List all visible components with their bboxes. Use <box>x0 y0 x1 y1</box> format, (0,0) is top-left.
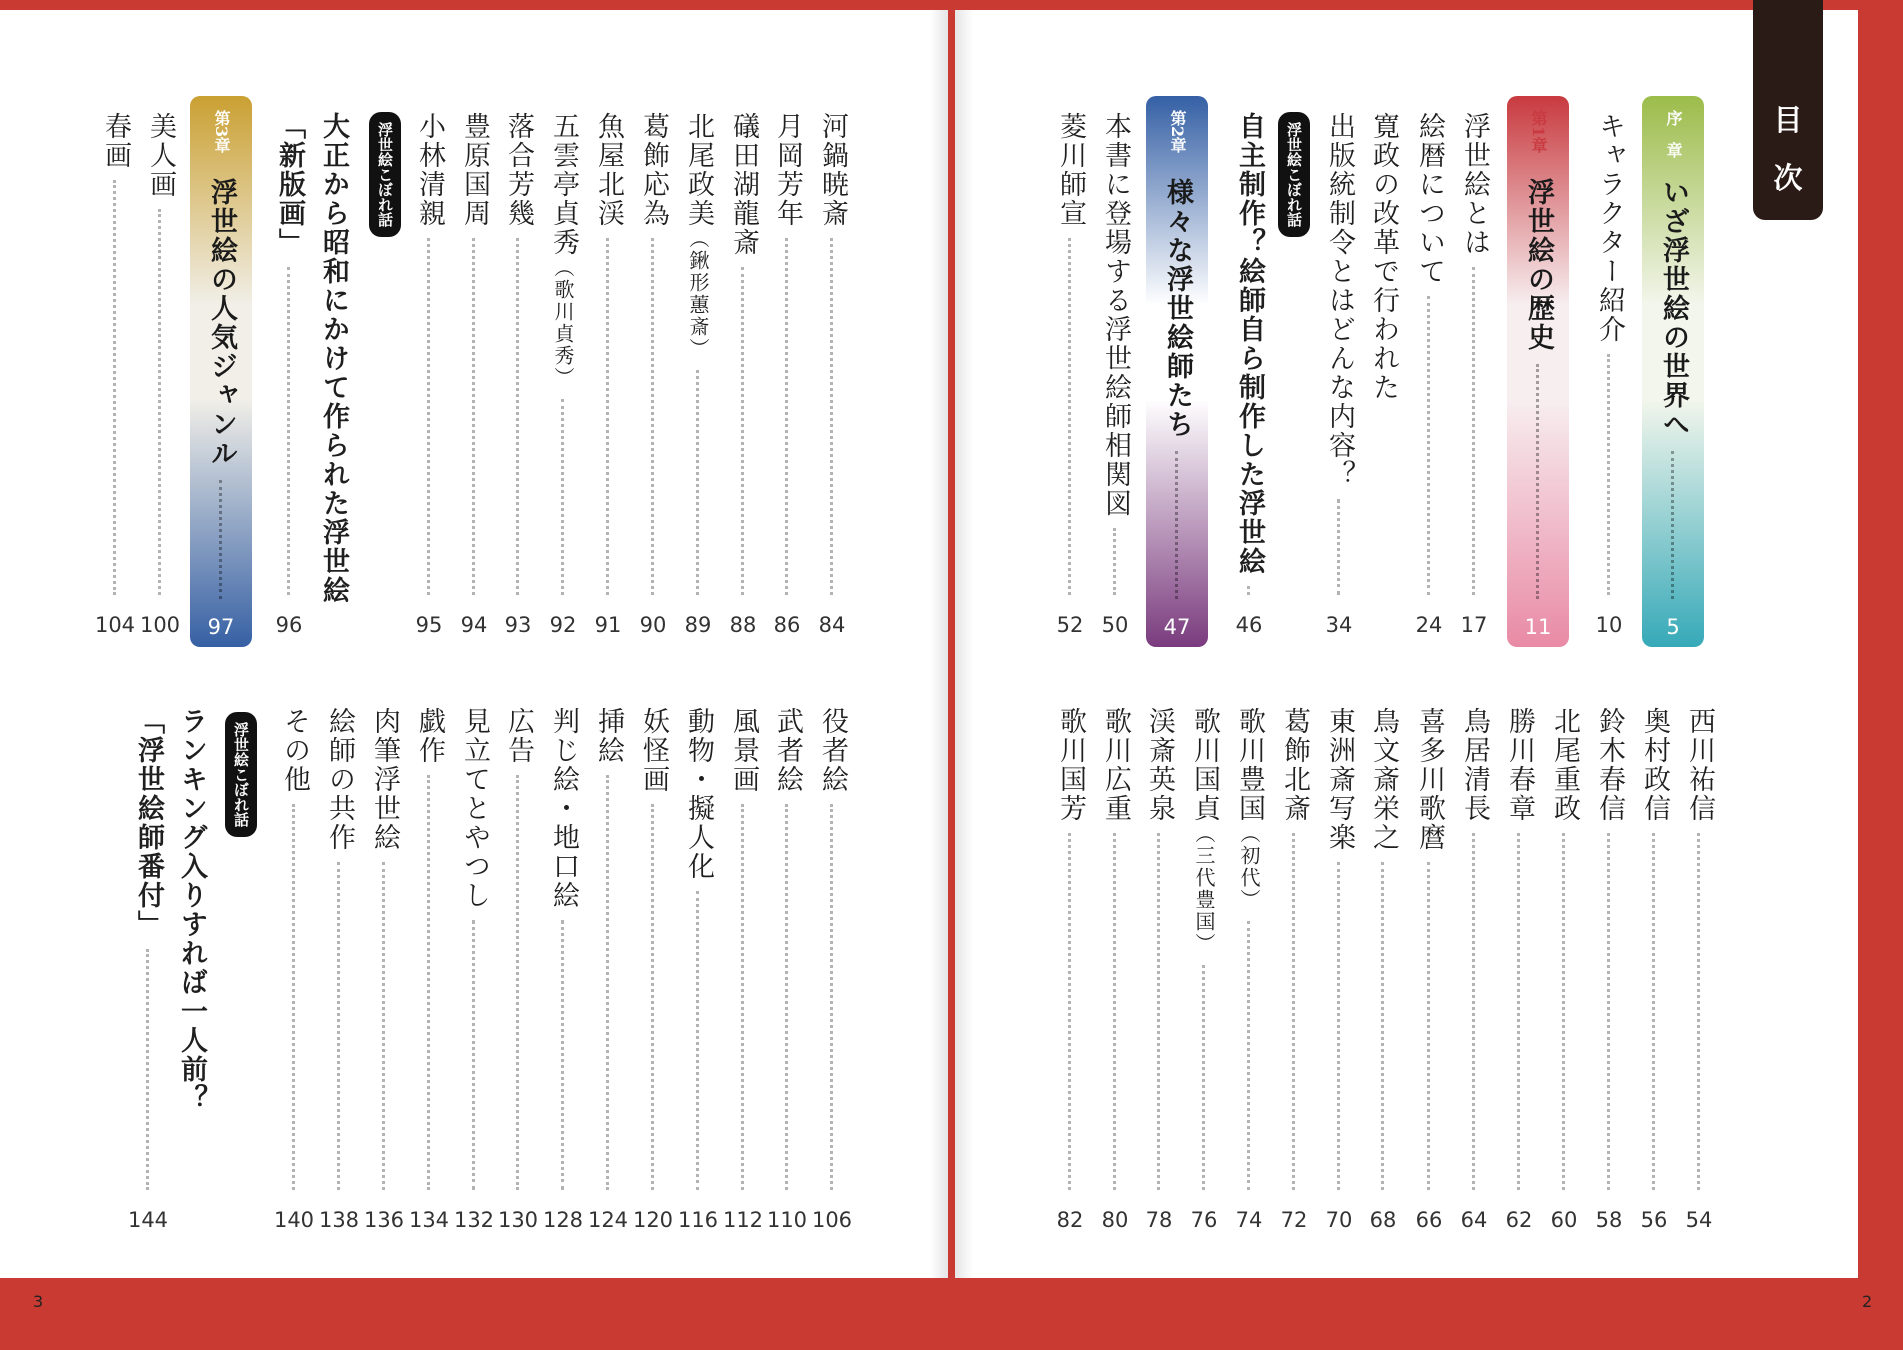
dot-leader <box>1157 833 1160 1190</box>
dot-leader <box>1068 833 1071 1190</box>
chapter-label: 第1章 <box>1529 110 1548 154</box>
dot-leader <box>382 862 385 1190</box>
entry-title-text: 落合芳幾 <box>503 112 534 228</box>
entry-title <box>1231 707 1267 911</box>
dot-leader <box>113 180 116 595</box>
chapter-band-3[interactable] <box>190 96 252 647</box>
entry-title-note: （歌川貞秀） <box>551 257 575 389</box>
entry-title-text: 見立てとやつし <box>459 707 490 910</box>
entry-title <box>411 112 447 228</box>
entry-title-text: 妖怪画 <box>638 707 669 794</box>
entry-title-text: 菱川師宣 <box>1055 112 1086 228</box>
page-number: 104 <box>94 613 136 637</box>
chapter-band-1[interactable] <box>1507 96 1569 647</box>
artist-entry[interactable] <box>814 112 850 643</box>
entry-title-text: 渓斎英泉 <box>1144 707 1175 823</box>
entry-title-text: 自主制作？絵師自ら制作した浮世絵 <box>1234 112 1265 576</box>
entry-title <box>769 707 805 794</box>
toc-entry[interactable] <box>127 707 169 1238</box>
entry-title-note: （初代） <box>1237 823 1261 911</box>
entry-title-text: 春画 <box>100 112 131 170</box>
artist-entry[interactable] <box>456 112 492 643</box>
page-number: 50 <box>1101 613 1129 637</box>
chapter-page-number: 11 <box>1524 615 1552 639</box>
entry-title <box>1456 707 1492 823</box>
entry-title <box>1681 707 1717 823</box>
dot-leader <box>1427 296 1430 595</box>
page-number: 52 <box>1056 613 1084 637</box>
dot-leader <box>741 267 744 595</box>
page-number: 136 <box>363 1208 405 1232</box>
page-number: 130 <box>497 1208 539 1232</box>
toc-entry[interactable] <box>1411 112 1447 643</box>
dot-leader <box>561 399 564 595</box>
entry-title-text: 役者絵 <box>817 707 848 794</box>
dot-leader <box>292 804 295 1190</box>
kobore-tag-2: 浮世絵こぼれ話 <box>369 112 401 237</box>
genre-entry[interactable] <box>363 707 405 1238</box>
page-number: 76 <box>1190 1208 1218 1232</box>
entry-title-text: 月岡芳年 <box>772 112 803 228</box>
artist-entry[interactable] <box>1097 707 1133 1238</box>
page-number: 56 <box>1640 1208 1668 1232</box>
dot-leader <box>606 238 609 595</box>
dot-leader <box>1247 586 1250 595</box>
entry-title <box>635 707 671 794</box>
toc-entry[interactable] <box>1052 112 1088 643</box>
dot-leader <box>219 480 222 599</box>
dot-leader <box>1337 862 1340 1190</box>
entry-title-text: 「新版画」 <box>274 112 305 257</box>
artist-entry[interactable] <box>1411 707 1447 1238</box>
entry-title-text: 北尾政美 <box>683 112 714 228</box>
entry-title <box>456 707 492 910</box>
genre-entry[interactable] <box>632 707 674 1238</box>
entry-title <box>814 112 850 228</box>
page-number: 46 <box>1235 613 1263 637</box>
page-number: 72 <box>1280 1208 1308 1232</box>
page-number: 116 <box>677 1208 719 1232</box>
entry-title-text: キャラクター紹介 <box>1594 112 1625 344</box>
dot-leader <box>1517 833 1520 1190</box>
entry-title-text: 浮世絵とは <box>1459 112 1490 257</box>
page-number: 10 <box>1595 613 1623 637</box>
artist-entry[interactable] <box>1636 707 1672 1238</box>
entry-title <box>97 112 133 170</box>
dot-leader <box>427 775 430 1190</box>
dot-leader <box>1113 528 1116 595</box>
entry-title <box>1591 707 1627 823</box>
entry-title <box>271 112 307 257</box>
artist-entry[interactable] <box>769 112 805 643</box>
page-number: 24 <box>1415 613 1443 637</box>
page-number: 93 <box>504 613 532 637</box>
chapter-title: 様々な浮世絵師たち <box>1162 178 1193 439</box>
dot-leader <box>472 920 475 1190</box>
chapter-band-jo[interactable] <box>1642 96 1704 647</box>
dot-leader <box>1202 965 1205 1190</box>
entry-title-text: 豊原国周 <box>459 112 490 228</box>
page-number: 88 <box>729 613 757 637</box>
dot-leader <box>696 370 699 595</box>
dot-leader <box>1113 833 1116 1190</box>
genre-entry[interactable] <box>497 707 539 1238</box>
genre-entry[interactable] <box>811 707 853 1238</box>
entry-title <box>590 707 626 765</box>
dot-leader <box>516 775 519 1190</box>
entry-title-note: （鍬形蕙斎） <box>686 228 710 360</box>
entry-title <box>1097 707 1133 823</box>
chapter-page-number: 5 <box>1666 615 1680 639</box>
artist-entry[interactable] <box>1052 707 1088 1238</box>
entry-title <box>500 707 536 765</box>
entry-title-text: 挿絵 <box>593 707 624 765</box>
right-page <box>955 10 1858 1278</box>
page-number-left: 3 <box>33 1292 44 1311</box>
dot-leader <box>1697 833 1700 1190</box>
entry-title <box>366 707 402 852</box>
dot-leader <box>146 949 149 1190</box>
page-number: 74 <box>1235 1208 1263 1232</box>
entry-title <box>725 112 761 257</box>
entry-title <box>1365 707 1401 852</box>
entry-title <box>545 707 581 910</box>
dot-leader <box>1247 921 1250 1190</box>
toc-entry[interactable] <box>271 112 307 643</box>
entry-title <box>500 112 536 228</box>
chapter-title: いざ浮世絵の世界へ <box>1658 178 1689 439</box>
chapter-label: 序 章 <box>1664 110 1683 158</box>
page-number: 66 <box>1415 1208 1443 1232</box>
genre-entry[interactable] <box>542 707 584 1238</box>
kobore-tag-1: 浮世絵こぼれ話 <box>1278 112 1310 237</box>
entry-title-text: 「浮世絵師番付」 <box>133 707 164 939</box>
entry-title-text: 動物・擬人化 <box>683 707 714 881</box>
entry-title <box>1097 112 1133 518</box>
chapter-label: 第2章 <box>1168 110 1187 154</box>
entry-title <box>1501 707 1537 823</box>
dot-leader <box>830 804 833 1190</box>
page-number: 128 <box>542 1208 584 1232</box>
entry-title-text: 歌川国貞 <box>1189 707 1220 823</box>
chapter-page-number: 47 <box>1163 615 1191 639</box>
dot-leader <box>1175 451 1178 599</box>
entry-title <box>1052 707 1088 823</box>
entry-title-text: 勝川春章 <box>1504 707 1535 823</box>
entry-title: ランキング入りすれば一人前？ <box>176 707 207 1113</box>
chapter-band-2[interactable] <box>1146 96 1208 647</box>
page-number: 94 <box>460 613 488 637</box>
page-number: 112 <box>722 1208 764 1232</box>
contents-heading-char-1: 目 <box>1773 103 1803 137</box>
chapter-label: 第3章 <box>212 110 231 154</box>
page-number: 70 <box>1325 1208 1353 1232</box>
page-number: 106 <box>811 1208 853 1232</box>
entry-title-text: 出版統制令とはどんな内容？ <box>1324 112 1355 489</box>
dot-leader <box>741 804 744 1190</box>
entry-title <box>1276 707 1312 823</box>
dot-leader <box>1427 862 1430 1190</box>
artist-entry[interactable] <box>1456 707 1492 1238</box>
page-number: 68 <box>1369 1208 1397 1232</box>
entry-title <box>1141 707 1177 823</box>
dot-leader <box>1536 364 1539 599</box>
entry-title <box>545 112 581 389</box>
entry-title <box>1456 112 1492 257</box>
entry-title-text: 武者絵 <box>772 707 803 794</box>
entry-title-text: 判じ絵・地口絵 <box>548 707 579 910</box>
page-number: 82 <box>1056 1208 1084 1232</box>
artist-entry[interactable] <box>411 112 447 643</box>
dot-leader <box>1381 862 1384 1190</box>
artist-entry[interactable] <box>1276 707 1312 1238</box>
page-number: 144 <box>127 1208 169 1232</box>
entry-title-text: 河鍋暁斎 <box>817 112 848 228</box>
entry-title-text: 鳥居清長 <box>1459 707 1490 823</box>
genre-entry[interactable] <box>453 707 495 1238</box>
entry-title-text: 小林清親 <box>414 112 445 228</box>
genre-entry[interactable] <box>273 707 315 1238</box>
entry-title <box>1321 112 1357 489</box>
dot-leader <box>158 209 161 595</box>
toc-entry[interactable] <box>1097 112 1133 643</box>
artist-entry[interactable] <box>1141 707 1177 1238</box>
entry-title-note: （三代豊国） <box>1192 823 1216 955</box>
page-number: 124 <box>587 1208 629 1232</box>
entry-title-text: 北尾重政 <box>1549 707 1580 823</box>
artist-entry[interactable] <box>1591 707 1627 1238</box>
dot-leader <box>830 238 833 595</box>
page-number: 84 <box>818 613 846 637</box>
dot-leader <box>1607 833 1610 1190</box>
dot-leader <box>606 775 609 1190</box>
entry-title <box>680 112 716 360</box>
artist-entry[interactable] <box>500 112 536 643</box>
toc-entry[interactable] <box>94 112 136 643</box>
entry-title <box>635 112 671 228</box>
dot-leader <box>1607 354 1610 595</box>
artist-entry[interactable] <box>1231 707 1267 1238</box>
toc-entry[interactable] <box>1591 112 1627 643</box>
artist-entry[interactable] <box>1681 707 1717 1238</box>
artist-entry[interactable] <box>545 112 581 643</box>
entry-title <box>1591 112 1627 344</box>
dot-leader <box>1337 499 1340 595</box>
entry-title <box>1411 707 1447 852</box>
entry-title-text: 歌川広重 <box>1100 707 1131 823</box>
entry-title-text: 美人画 <box>145 112 176 199</box>
entry-title-text: 鳥文斎栄之 <box>1368 707 1399 852</box>
page-number: 110 <box>766 1208 808 1232</box>
entry-title-text: 東洲斎写楽 <box>1324 707 1355 852</box>
page-number: 17 <box>1460 613 1488 637</box>
artist-entry[interactable] <box>725 112 761 643</box>
dot-leader <box>1562 833 1565 1190</box>
entry-title-text: 西川祐信 <box>1684 707 1715 823</box>
dot-leader <box>1472 267 1475 595</box>
dot-leader <box>1472 833 1475 1190</box>
page-number: 91 <box>594 613 622 637</box>
entry-title-text: 風景画 <box>728 707 759 794</box>
entry-title-text: 広告 <box>503 707 534 765</box>
entry-title-text: 肉筆浮世絵 <box>369 707 400 852</box>
entry-title <box>1365 112 1401 402</box>
page-number: 138 <box>318 1208 360 1232</box>
dot-leader <box>1068 238 1071 595</box>
page-number: 100 <box>139 613 181 637</box>
page-number: 86 <box>773 613 801 637</box>
genre-entry[interactable] <box>587 707 629 1238</box>
page-number: 78 <box>1145 1208 1173 1232</box>
entry-title <box>1321 707 1357 852</box>
dot-leader <box>1292 833 1295 1190</box>
entry-title <box>814 707 850 794</box>
entry-title <box>411 707 447 765</box>
page-number: 132 <box>453 1208 495 1232</box>
kobore-tag-3: 浮世絵こぼれ話 <box>225 712 257 837</box>
genre-entry[interactable] <box>408 707 450 1238</box>
page-number: 34 <box>1325 613 1353 637</box>
genre-entry[interactable] <box>722 707 764 1238</box>
page-number: 120 <box>632 1208 674 1232</box>
entry-title <box>1186 707 1222 955</box>
page-number-right: 2 <box>1862 1292 1873 1311</box>
entry-title-text: 魚屋北渓 <box>593 112 624 228</box>
entry-title <box>276 707 312 794</box>
page-number: 58 <box>1595 1208 1623 1232</box>
page-number: 62 <box>1505 1208 1533 1232</box>
entry-title <box>590 112 626 228</box>
entry-title <box>1411 112 1447 286</box>
dot-leader <box>516 238 519 595</box>
genre-entry[interactable] <box>318 707 360 1238</box>
entry-title-text: その他 <box>279 707 310 794</box>
entry-title <box>1546 707 1582 823</box>
entry-title-text: 葛飾応為 <box>638 112 669 228</box>
page-number: 92 <box>549 613 577 637</box>
entry-title <box>1231 112 1267 576</box>
artist-entry[interactable] <box>680 112 716 643</box>
entry-title-text: 絵師の共作 <box>324 707 355 852</box>
page-number: 89 <box>684 613 712 637</box>
artist-entry[interactable] <box>1365 707 1401 1238</box>
dot-leader <box>1652 833 1655 1190</box>
page-number: 80 <box>1101 1208 1129 1232</box>
artist-entry[interactable] <box>1186 707 1222 1238</box>
artist-entry[interactable] <box>635 112 671 643</box>
entry-title <box>725 707 761 794</box>
toc-entry[interactable] <box>1456 112 1492 643</box>
entry-title-text: 奥村政信 <box>1639 707 1670 823</box>
chapter-page-number: 97 <box>207 615 235 639</box>
dot-leader <box>651 238 654 595</box>
entry-title <box>321 707 357 852</box>
entry-title <box>680 707 716 881</box>
dot-leader <box>785 804 788 1190</box>
entry-title <box>1636 707 1672 823</box>
page-number: 54 <box>1685 1208 1713 1232</box>
entry-title-text: 礒田湖龍斎 <box>728 112 759 257</box>
entry-title-text: 寛政の改革で行われた <box>1368 112 1399 402</box>
artist-entry[interactable] <box>1321 707 1357 1238</box>
artist-entry[interactable] <box>1546 707 1582 1238</box>
dot-leader <box>696 891 699 1190</box>
contents-heading-tab <box>1753 0 1823 220</box>
page-number: 140 <box>273 1208 315 1232</box>
artist-entry[interactable] <box>1501 707 1537 1238</box>
chapter-title: 浮世絵の歴史 <box>1523 178 1554 352</box>
chapter-title: 浮世絵の人気ジャンル <box>206 178 237 468</box>
entry-title-text: 歌川豊国 <box>1234 707 1265 823</box>
dot-leader <box>785 238 788 595</box>
entry-title-text: 絵暦について <box>1414 112 1445 286</box>
dot-leader <box>337 862 340 1190</box>
dot-leader <box>472 238 475 595</box>
toc-entry[interactable] <box>1231 112 1267 643</box>
page-number: 64 <box>1460 1208 1488 1232</box>
dot-leader <box>287 267 290 595</box>
page-number: 96 <box>275 613 303 637</box>
entry-title-text: 戯作 <box>414 707 445 765</box>
genre-entry[interactable] <box>766 707 808 1238</box>
entry-title-text: 喜多川歌麿 <box>1414 707 1445 852</box>
toc-entry[interactable] <box>1365 112 1401 643</box>
artist-entry[interactable] <box>590 112 626 643</box>
toc-entry[interactable] <box>1321 112 1357 643</box>
contents-heading-char-2: 次 <box>1773 161 1803 195</box>
toc-entry[interactable] <box>139 112 181 643</box>
dot-leader <box>427 238 430 595</box>
page-number: 134 <box>408 1208 450 1232</box>
entry-title-text: 鈴木春信 <box>1594 707 1625 823</box>
page-number: 60 <box>1550 1208 1578 1232</box>
dot-leader <box>561 920 564 1190</box>
dot-leader <box>651 804 654 1190</box>
entry-title <box>142 112 178 199</box>
entry-title-text: 歌川国芳 <box>1055 707 1086 823</box>
dot-leader <box>1671 451 1674 599</box>
page-number: 95 <box>415 613 443 637</box>
page-number: 90 <box>639 613 667 637</box>
entry-title-text: 葛飾北斎 <box>1279 707 1310 823</box>
genre-entry[interactable] <box>677 707 719 1238</box>
entry-title-text: 五雲亭貞秀 <box>548 112 579 257</box>
entry-title <box>1052 112 1088 228</box>
entry-title-text: 本書に登場する浮世絵師相関図 <box>1100 112 1131 518</box>
entry-title <box>130 707 166 939</box>
entry-title <box>769 112 805 228</box>
entry-title <box>456 112 492 228</box>
entry-title: 大正から昭和にかけて作られた浮世絵 <box>318 112 349 605</box>
